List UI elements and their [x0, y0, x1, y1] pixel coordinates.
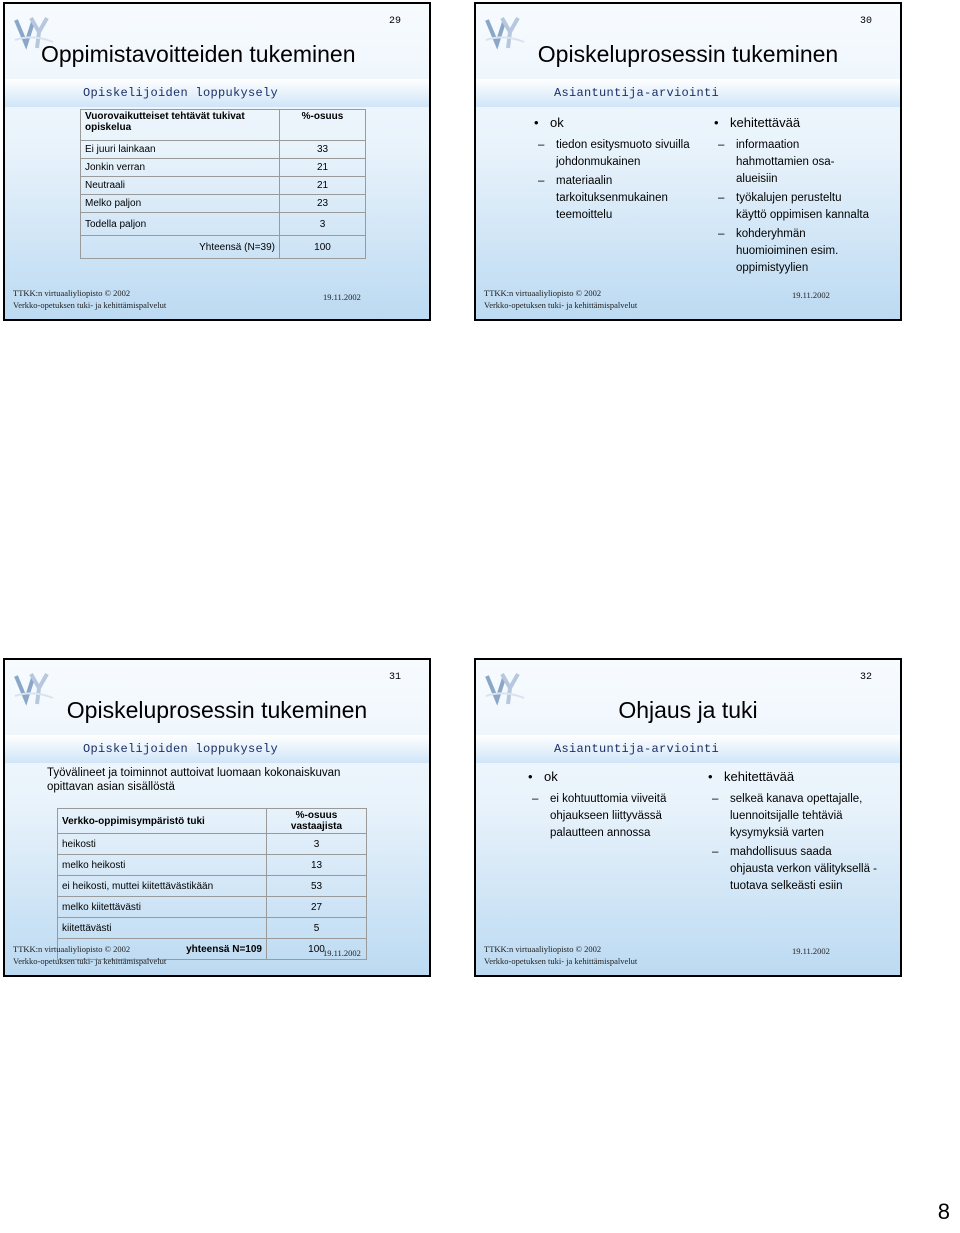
table-cell: 21: [280, 159, 366, 177]
table-row: [81, 141, 366, 159]
slide-subtitle: Opiskelijoiden loppukysely: [83, 86, 279, 100]
slide-subtitle: Asiantuntija-arviointi: [554, 742, 720, 756]
ok-heading: • ok: [528, 768, 698, 785]
ok-column: [528, 768, 698, 842]
ok-item: – ei kohtuuttomia viiveitä ohjaukseen liittyvässä palautteen annossa: [528, 791, 698, 842]
table-cell: Yhteensä (N=39): [81, 236, 280, 259]
slide-date: 19.11.2002: [792, 946, 830, 956]
development-item: – informaation hahmottamien osa-alueisiin: [714, 137, 874, 188]
survey-table: [57, 808, 367, 960]
ok-item: – materiaalin tarkoituksenmukainen teemoittelu: [534, 173, 704, 224]
table-row: [58, 834, 367, 855]
slide-31: [3, 658, 431, 977]
table-cell: 100: [267, 939, 367, 960]
table-cell: heikosti: [58, 834, 267, 855]
table-cell: 27: [267, 897, 367, 918]
slide-30: [474, 2, 902, 321]
table-row: [81, 177, 366, 195]
slide-footer: [13, 943, 166, 967]
slide-date: 19.11.2002: [792, 290, 830, 300]
slide-footer: [484, 943, 637, 967]
table-cell: 23: [280, 195, 366, 213]
table-header-row: [81, 110, 366, 141]
table-cell: 13: [267, 855, 367, 876]
development-item: – kohderyhmän huomioiminen esim. oppimistyylien: [714, 226, 874, 277]
table-cell: 33: [280, 141, 366, 159]
footer-line: Verkko-opetuksen tuki- ja kehittämispalvelut: [13, 956, 167, 966]
slide-title: Ohjaus ja tuki: [618, 697, 758, 723]
table-header-cell: Vuorovaikutteiset tehtävät tukivat opiskelua: [81, 110, 280, 141]
slide-32: [474, 658, 902, 977]
slide-number: 31: [388, 672, 401, 683]
footer-line: Verkko-opetuksen tuki- ja kehittämispalvelut: [484, 956, 638, 966]
table-cell: Todella paljon: [81, 213, 280, 236]
table-cell: Ei juuri lainkaan: [81, 141, 280, 159]
table-cell: 100: [280, 236, 366, 259]
slide-date: 19.11.2002: [323, 292, 361, 302]
development-heading: • kehitettävää: [708, 768, 878, 785]
slide-number: 29: [388, 16, 401, 27]
table-cell: 21: [280, 177, 366, 195]
table-header-cell: %-osuus vastaajista: [267, 809, 367, 834]
table-cell: kiitettävästi: [58, 918, 267, 939]
table-cell: 53: [267, 876, 367, 897]
table-header-cell: %-osuus: [280, 110, 366, 141]
table-cell: melko kiitettävästi: [58, 897, 267, 918]
footer-line: Verkko-opetuksen tuki- ja kehittämispalvelut: [13, 300, 167, 310]
table-row: [58, 897, 367, 918]
slide-date: 19.11.2002: [323, 948, 361, 958]
table-cell: yhteensä N=109: [58, 939, 267, 960]
table-row: [81, 159, 366, 177]
footer-line: TTKK:n virtuaaliyliopisto © 2002: [13, 288, 131, 298]
slide-number: 32: [859, 672, 872, 683]
survey-table: [80, 109, 366, 259]
development-heading: • kehitettävää: [714, 114, 874, 131]
table-cell: melko heikosti: [58, 855, 267, 876]
slide-29: [3, 2, 431, 321]
ok-item: – tiedon esitysmuoto sivuilla johdonmukainen: [534, 137, 704, 171]
table-cell: Neutraali: [81, 177, 280, 195]
table-row: [58, 918, 367, 939]
table-cell: 5: [267, 918, 367, 939]
table-cell: Jonkin verran: [81, 159, 280, 177]
table-row: [81, 195, 366, 213]
table-row: [58, 855, 367, 876]
development-item: – työkalujen perusteltu käyttö oppimisen kannalta: [714, 190, 874, 224]
table-row: [58, 876, 367, 897]
slide-title: Opiskeluprosessin tukeminen: [537, 41, 839, 67]
intro-text: Työvälineet ja toiminnot auttoivat luomaan kokonaiskuvan opittavan asian sisällöstä: [47, 767, 341, 793]
slide-subtitle: Opiskelijoiden loppukysely: [83, 742, 279, 756]
development-column: [708, 768, 878, 895]
table-header-cell: Verkko-oppimisympäristö tuki: [58, 809, 267, 834]
slide-number: 30: [859, 16, 872, 27]
table-cell: 3: [280, 213, 366, 236]
table-header-row: [58, 809, 367, 834]
page-number: 8: [937, 1199, 950, 1224]
ok-heading: • ok: [534, 114, 704, 131]
footer-line: TTKK:n virtuaaliyliopisto © 2002: [484, 288, 602, 298]
slide-footer: [13, 287, 166, 311]
slide-footer: [484, 287, 637, 311]
table-cell: Melko paljon: [81, 195, 280, 213]
table-row: [81, 213, 366, 236]
slide-subtitle: Asiantuntija-arviointi: [554, 86, 720, 100]
development-item: – selkeä kanava opettajalle, luennoitsijalle tehtäviä kysymyksiä varten: [708, 791, 878, 842]
table-cell: ei heikosti, muttei kiitettävästikään: [58, 876, 267, 897]
development-column: [714, 114, 874, 277]
development-item: – mahdollisuus saada ohjausta verkon välityksellä - tuotava selkeästi esiin: [708, 844, 878, 895]
footer-line: TTKK:n virtuaaliyliopisto © 2002: [484, 944, 602, 954]
footer-line: Verkko-opetuksen tuki- ja kehittämispalvelut: [484, 300, 638, 310]
table-cell: 3: [267, 834, 367, 855]
slide-title: Opiskeluprosessin tukeminen: [66, 697, 368, 723]
table-total-row: [81, 236, 366, 259]
footer-line: TTKK:n virtuaaliyliopisto © 2002: [13, 944, 131, 954]
ok-column: [534, 114, 704, 224]
slide-title: Oppimistavoitteiden tukeminen: [41, 41, 356, 67]
